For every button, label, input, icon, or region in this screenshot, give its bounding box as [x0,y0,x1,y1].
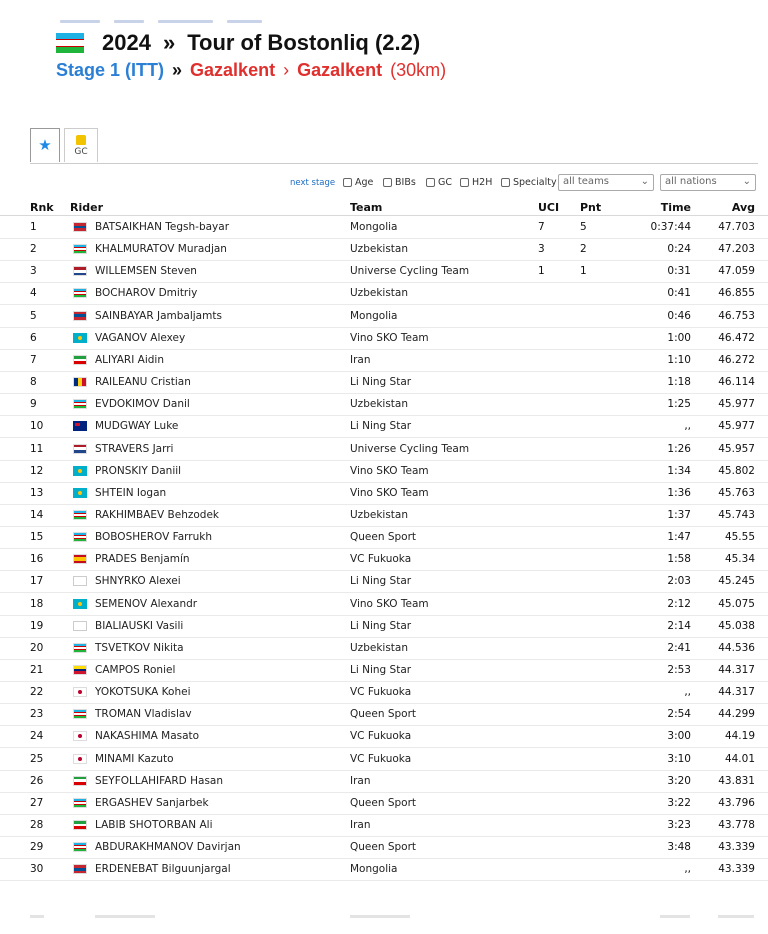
nation-flag-icon [73,399,87,409]
team-link[interactable]: Iran [350,819,371,832]
nations-select-value: all nations [665,176,717,187]
nation-flag-icon [73,687,87,697]
team-link[interactable]: Vino SKO Team [350,486,429,499]
nation-flag-icon [73,576,87,586]
rank-cell: 9 [30,398,37,411]
time-cell: 3:20 [667,774,691,787]
team-link[interactable]: Mongolia [350,863,398,876]
time-cell: 1:37 [667,508,691,521]
avg-cell: 44.19 [724,730,755,743]
rank-cell: 25 [30,752,44,765]
team-link[interactable]: Li Ning Star [350,575,412,588]
table-row[interactable] [0,327,768,350]
nation-flag-icon [73,510,87,520]
table-row[interactable] [0,770,768,793]
nation-flag-icon [73,532,87,542]
table-row[interactable] [0,238,768,261]
rank-cell: 14 [30,508,44,521]
time-cell: ,, [684,686,691,699]
time-cell: 2:14 [667,619,691,632]
time-cell: 1:25 [667,398,691,411]
rider-link[interactable]: BOBOSHEROV Farrukh [95,531,213,544]
team-link[interactable]: Queen Sport [350,531,417,544]
team-link[interactable]: Uzbekistan [350,641,408,654]
rider-link[interactable]: TSVETKOV Nikita [95,641,184,654]
time-cell: 1:36 [667,486,691,499]
rider-link[interactable]: SEYFOLLAHIFARD Hasan [95,774,223,787]
rank-cell: 6 [30,331,37,344]
page-title [102,30,420,56]
avg-cell: 45.34 [724,553,755,566]
stage-subtitle [56,60,446,81]
time-cell: 3:48 [667,841,691,854]
nation-flag-icon [73,820,87,830]
time-cell: 1:26 [667,442,691,455]
table-row[interactable] [0,792,768,815]
col-uci[interactable]: UCI [538,201,560,214]
nation-flag-icon [73,444,87,454]
nation-flag-icon [73,554,87,564]
team-link[interactable]: Vino SKO Team [350,331,429,344]
table-row[interactable] [0,725,768,748]
time-cell: 2:03 [667,575,691,588]
rank-cell: 5 [30,309,37,322]
rank-cell: 12 [30,464,44,477]
uzbekistan-flag-icon [56,33,84,53]
table-row[interactable] [0,615,768,638]
nation-flag-icon [73,222,87,232]
teams-select-value: all teams [563,176,610,187]
rider-link[interactable]: EVDOKIMOV Danil [95,398,190,411]
team-link[interactable]: Queen Sport [350,841,417,854]
rank-cell: 23 [30,708,44,721]
nation-flag-icon [73,244,87,254]
tab-gc-label: GC [74,146,88,157]
col-rider[interactable]: Rider [70,201,103,214]
checkbox-box[interactable] [460,178,469,187]
table-row[interactable] [0,814,768,837]
uci-cell: 7 [538,221,545,233]
nation-flag-icon [73,355,87,365]
nation-flag-icon [73,665,87,675]
team-link[interactable]: Vino SKO Team [350,597,429,610]
time-cell: 3:10 [667,752,691,765]
avg-cell: 45.075 [718,597,755,610]
avg-cell: 47.059 [718,265,755,278]
time-cell: 3:22 [667,796,691,809]
team-link[interactable]: Queen Sport [350,796,417,809]
avg-cell: 45.743 [718,508,755,521]
rider-link[interactable]: CAMPOS Roniel [95,664,176,676]
avg-cell: 43.778 [718,819,755,832]
time-cell: 0:41 [667,287,691,300]
team-link[interactable]: Li Ning Star [350,420,412,433]
checkbox-box[interactable] [383,178,392,187]
rider-link[interactable]: PRADES Benjamín [95,553,190,566]
rank-cell: 20 [30,641,44,654]
rider-link[interactable]: KHALMURATOV Muradjan [95,243,227,256]
team-link[interactable]: Queen Sport [350,708,417,721]
rider-link[interactable]: BIALIAUSKI Vasili [95,619,184,632]
rank-cell: 21 [30,664,44,676]
rider-link[interactable]: ERGASHEV Sanjarbek [95,796,209,809]
table-row[interactable] [0,593,768,616]
nation-flag-icon [73,288,87,298]
nation-flag-icon [73,621,87,631]
avg-cell: 45.957 [718,442,755,455]
rider-link[interactable]: ABDURAKHMANOV Davirjan [95,841,241,854]
avg-cell: 46.855 [718,287,755,300]
time-cell: ,, [684,863,691,876]
rank-cell: 4 [30,287,37,300]
rank-cell: 17 [30,575,44,588]
chevron-down-icon: ⌄ [742,176,751,187]
nation-flag-icon [73,754,87,764]
time-cell: 1:18 [667,376,691,389]
table-row[interactable] [0,858,768,881]
rider-link[interactable]: VAGANOV Alexey [95,331,186,344]
time-cell: 3:00 [667,730,691,743]
table-row[interactable] [0,305,768,328]
avg-cell: 45.245 [718,575,755,588]
stage-distance: (30km) [390,60,447,80]
pnt-cell: 2 [580,243,587,256]
team-link[interactable]: Uzbekistan [350,243,408,256]
rank-cell: 30 [30,863,44,876]
star-icon: ★ [38,136,52,154]
rank-cell: 11 [30,442,44,455]
time-cell: 0:31 [667,265,691,278]
col-team[interactable]: Team [350,201,383,214]
avg-cell: 44.01 [724,752,755,765]
rider-link[interactable]: SHTEIN Iogan [95,486,167,499]
team-link[interactable]: Uzbekistan [350,398,408,411]
table-row[interactable] [0,548,768,571]
team-link[interactable]: VC Fukuoka [350,752,412,765]
time-cell: 3:23 [667,819,691,832]
table-row[interactable] [0,836,768,859]
rider-link[interactable]: MINAMI Kazuto [95,752,174,765]
table-row[interactable] [0,415,768,438]
avg-cell: 44.536 [718,641,755,654]
uci-cell: 3 [538,243,545,256]
team-link[interactable]: VC Fukuoka [350,686,412,699]
avg-cell: 45.977 [718,398,755,411]
rider-link[interactable]: PRONSKIY Daniil [95,464,182,477]
chevron-down-icon: ⌄ [640,176,649,187]
time-cell: 2:54 [667,708,691,721]
nation-flag-icon [73,488,87,498]
time-cell: 0:37:44 [650,221,691,233]
rank-cell: 7 [30,353,37,366]
table-row[interactable] [0,659,768,682]
checkbox-label: GC [438,177,452,188]
stage-separator: » [172,60,183,80]
nation-flag-icon [73,466,87,476]
rider-link[interactable]: SEMENOV Alexandr [95,597,198,610]
time-cell: 1:34 [667,464,691,477]
table-cutoff [0,910,768,934]
col-rnk[interactable]: Rnk [30,201,54,214]
time-cell: 1:58 [667,553,691,566]
time-cell: 2:41 [667,641,691,654]
rank-cell: 22 [30,686,44,699]
rider-link[interactable]: BOCHAROV Dmitriy [95,287,198,300]
avg-cell: 46.114 [718,376,755,389]
bibs-checkbox[interactable] [383,177,416,188]
team-link[interactable]: Universe Cycling Team [350,265,470,278]
rider-link[interactable]: YOKOTSUKA Kohei [95,686,191,699]
time-cell: 0:24 [667,243,691,256]
rank-cell: 3 [30,265,37,278]
results-table-header [0,199,768,216]
age-checkbox[interactable] [343,177,373,188]
avg-cell: 47.203 [718,243,755,256]
stage-name: Stage 1 (ITT) [56,60,165,80]
table-row[interactable] [0,526,768,549]
avg-cell: 45.802 [718,464,755,477]
tab-divider [30,163,758,164]
nation-flag-icon [73,842,87,852]
uci-cell: 1 [538,265,545,278]
nation-flag-icon [73,709,87,719]
avg-cell: 47.703 [718,221,755,233]
col-avg[interactable]: Avg [731,201,755,214]
table-row[interactable] [0,482,768,505]
rider-link[interactable]: SHNYRKO Alexei [95,575,181,588]
rank-cell: 2 [30,243,37,256]
team-link[interactable]: Uzbekistan [350,287,408,300]
table-row[interactable] [0,216,768,239]
nation-flag-icon [73,266,87,276]
route-arrow: › [283,60,290,80]
table-row[interactable] [0,637,768,660]
checkbox-label: Specialty [513,177,557,188]
nation-flag-icon [73,599,87,609]
checkbox-label: BIBs [395,177,416,188]
table-row[interactable] [0,681,768,704]
time-cell: 1:00 [667,331,691,344]
team-link[interactable]: Vino SKO Team [350,464,429,477]
team-link[interactable]: Mongolia [350,221,398,233]
rider-link[interactable]: STRAVERS Jarri [95,442,174,455]
avg-cell: 45.038 [718,619,755,632]
rank-cell: 24 [30,730,44,743]
table-row[interactable] [0,703,768,726]
col-time[interactable]: Time [660,201,691,214]
table-row[interactable] [0,349,768,372]
team-link[interactable]: Iran [350,774,371,787]
avg-cell: 43.339 [718,863,755,876]
nations-select[interactable] [660,174,756,191]
h2h-checkbox[interactable] [460,177,492,188]
avg-cell: 44.299 [718,708,755,721]
tab-stage[interactable] [30,128,60,162]
jersey-icon [76,135,86,145]
table-row[interactable] [0,460,768,483]
rank-cell: 19 [30,619,44,632]
team-link[interactable]: Iran [350,353,371,366]
avg-cell: 45.977 [718,420,755,433]
rank-cell: 13 [30,486,44,499]
checkbox-box[interactable] [343,178,352,187]
tab-gc[interactable] [64,128,98,162]
rider-link[interactable]: SAINBAYAR Jambaljamts [95,309,222,322]
team-link[interactable]: VC Fukuoka [350,553,412,566]
col-pnt[interactable]: Pnt [580,201,602,214]
avg-cell: 43.831 [718,774,755,787]
nation-flag-icon [73,311,87,321]
pnt-cell: 1 [580,265,587,278]
team-link[interactable]: Universe Cycling Team [350,442,470,455]
rank-cell: 18 [30,597,44,610]
start-city: Gazalkent [190,60,276,80]
nation-flag-icon [73,864,87,874]
avg-cell: 43.339 [718,841,755,854]
nation-flag-icon [73,377,87,387]
rider-link[interactable]: ALIYARI Aidin [95,353,164,366]
avg-cell: 44.317 [718,664,755,676]
table-row[interactable] [0,438,768,461]
rider-link[interactable]: MUDGWAY Luke [95,420,179,433]
avg-cell: 44.317 [718,686,755,699]
avg-cell: 45.55 [724,531,755,544]
avg-cell: 46.472 [718,331,755,344]
teams-select[interactable] [558,174,654,191]
table-row[interactable] [0,504,768,527]
specialty-checkbox[interactable] [501,177,557,188]
filter-bar [0,174,758,192]
result-tabs [30,128,98,162]
rider-link[interactable]: RAKHIMBAEV Behzodek [95,508,219,521]
gc-checkbox[interactable] [426,177,452,188]
table-row[interactable] [0,570,768,593]
nation-flag-icon [73,643,87,653]
race-name[interactable]: Tour of Bostonliq (2.2) [187,30,421,55]
table-row[interactable] [0,748,768,771]
pnt-cell: 5 [580,221,587,233]
checkbox-box[interactable] [426,178,435,187]
time-cell: ,, [684,420,691,433]
avg-cell: 43.796 [718,796,755,809]
rank-cell: 29 [30,841,44,854]
rank-cell: 1 [30,221,37,233]
rider-link[interactable]: LABIB SHOTORBAN Ali [95,819,213,832]
team-link[interactable]: VC Fukuoka [350,730,412,743]
team-link[interactable]: Li Ning Star [350,376,412,389]
rank-cell: 8 [30,376,37,389]
title-separator: » [162,30,176,55]
finish-city: Gazalkent [297,60,383,80]
table-row[interactable] [0,282,768,305]
nation-flag-icon [73,776,87,786]
time-cell: 1:10 [667,353,691,366]
time-cell: 1:47 [667,531,691,544]
team-link[interactable]: Li Ning Star [350,619,412,632]
table-row[interactable] [0,371,768,394]
time-cell: 2:12 [667,597,691,610]
team-link[interactable]: Mongolia [350,309,398,322]
rank-cell: 16 [30,553,44,566]
rider-link[interactable]: ERDENEBAT Bilguunjargal [95,863,231,876]
rider-link[interactable]: WILLEMSEN Steven [95,265,197,278]
nation-flag-icon [73,731,87,741]
next-stage-link[interactable]: next stage [290,178,336,188]
rank-cell: 26 [30,774,44,787]
cut-off-breadcrumb [60,8,310,14]
rank-cell: 28 [30,819,44,832]
time-cell: 0:46 [667,309,691,322]
race-title-line [56,30,420,56]
team-link[interactable]: Uzbekistan [350,508,408,521]
nation-flag-icon [73,421,87,431]
nation-flag-icon [73,333,87,343]
rider-link[interactable]: BATSAIKHAN Tegsh-bayar [95,221,230,233]
rank-cell: 27 [30,796,44,809]
table-row[interactable] [0,260,768,283]
time-cell: 2:53 [667,664,691,676]
rank-cell: 10 [30,420,44,433]
checkbox-label: Age [355,177,374,188]
rider-link[interactable]: NAKASHIMA Masato [95,730,200,743]
rider-link[interactable]: RAILEANU Cristian [95,376,191,389]
rank-cell: 15 [30,531,44,544]
avg-cell: 46.753 [718,309,755,322]
nation-flag-icon [73,798,87,808]
rider-link[interactable]: TROMAN Vladislav [95,708,192,721]
checkbox-label: H2H [472,177,493,188]
table-row[interactable] [0,393,768,416]
checkbox-box[interactable] [501,178,510,187]
race-year[interactable]: 2024 [102,30,151,55]
team-link[interactable]: Li Ning Star [350,664,412,676]
avg-cell: 45.763 [718,486,755,499]
avg-cell: 46.272 [718,353,755,366]
